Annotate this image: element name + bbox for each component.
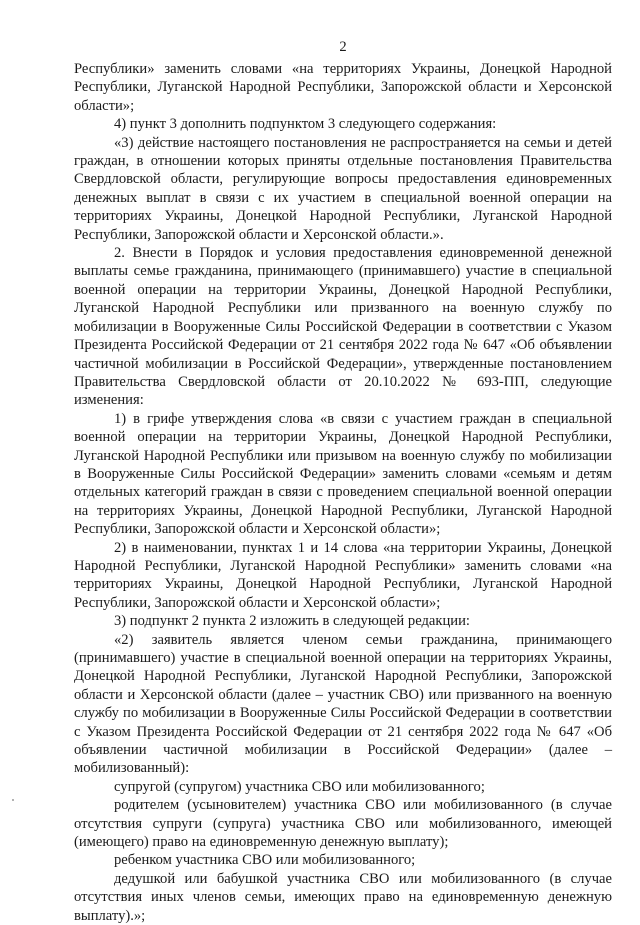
page-number: 2 xyxy=(339,39,347,55)
paragraph-spouse: супругой (супругом) участника СВО или мобилизованного; xyxy=(114,778,485,795)
paragraph-subitem-3-text: «3) действие настоящего постановления не распространяется на семьи и детей граждан, в отношении которых приняты отдельные постановления Правительства Свердловской области, регулирующие вопросы предоставления единовременных денежных выплат в связи с их участием в специальной военной операции на территориях Украины, Донецкой Народной Республики, Луганской Народной Республики, Запорожской области и Херсонской области.». xyxy=(74,134,612,243)
paragraph-child: ребенком участника СВО или мобилизованного; xyxy=(114,852,416,869)
paragraph-change-3: 3) подпункт 2 пункта 2 изложить в следующей редакции: xyxy=(114,613,470,630)
document-page xyxy=(74,38,612,925)
paragraph-new-subitem-2: «2) заявитель является членом семьи гражданина, принимающего (принимавшего) участие в специальной военной операции на территориях Украины, Донецкой Народной Республики, Луганской Народной Республики, Запорожской области и Херсонской области (далее – участник СВО) или призванного на военную службу по мобилизации в Вооруженные Силы Российской Федерации в соответствии с Указом Президента Российской Федерации от 21 сентября 2022 года № 647 «Об объявлении частичной мобилизации в Российской Федерации» (далее – мобилизованный): xyxy=(74,631,612,777)
scan-speck xyxy=(12,799,14,801)
paragraph-parent: родителем (усыновителем) участника СВО или мобилизованного (в случае отсутствия супруги (супруга) участника СВО или мобилизованного, имеющей (имеющего) право на единовременную денежную выплату); xyxy=(74,797,612,851)
paragraph-grandparent: дедушкой или бабушкой участника СВО или мобилизованного (в случае отсутствия иных членов семьи, имеющих право на единовременную денежную выплату).»; xyxy=(74,870,612,924)
paragraph-item-4: 4) пункт 3 дополнить подпунктом 3 следующего содержания: xyxy=(114,116,497,133)
paragraph-change-2: 2) в наименовании, пунктах 1 и 14 слова «на территории Украины, Донецкой Народной Республики, Луганской Народной Республики» заменить словами «на территориях Украины, Донецкой Народной Республики, Луганской Народной Республики, Запорожской области и Херсонской области»; xyxy=(74,539,612,611)
paragraph-continuation: Республики» заменить словами «на территориях Украины, Донецкой Народной Республики, Луганской Народной Республики, Запорожской области и Херсонской области»; xyxy=(74,61,612,114)
paragraph-change-1: 1) в грифе утверждения слова «в связи с участием граждан в специальной военной операции на территории Украины, Донецкой Народной Республики, Луганской Народной Республики или призывом на военную службу по мобилизации в Вооруженные Силы Российской Федерации» заменить словами «семьям и детям отдельных категорий граждан в связи с проведением специальной военной операции на территориях Украины, Донецкой Народной Республики, Луганской Народной Республики, Запорожской области и Херсонской области»; xyxy=(74,410,612,538)
paragraph-section-2: 2. Внести в Порядок и условия предоставления единовременной денежной выплаты семье гражданина, принимающего (принимавшего) участие в специальной военной операции на территории Украины, Донецкой Народной Республики, Луганской Народной Республики или призванного на военную службу по мобилизации в Вооруженные Силы Российской Федерации в соответствии с Указом Президента Российской Федерации от 21 сентября 2022 года № 647 «Об объявлении частичной мобилизации в Российской Федерации», утвержденные постановлением Правительства Свердловской области от 20.10.2022 № 693-ПП, следующие изменения: xyxy=(74,245,612,409)
